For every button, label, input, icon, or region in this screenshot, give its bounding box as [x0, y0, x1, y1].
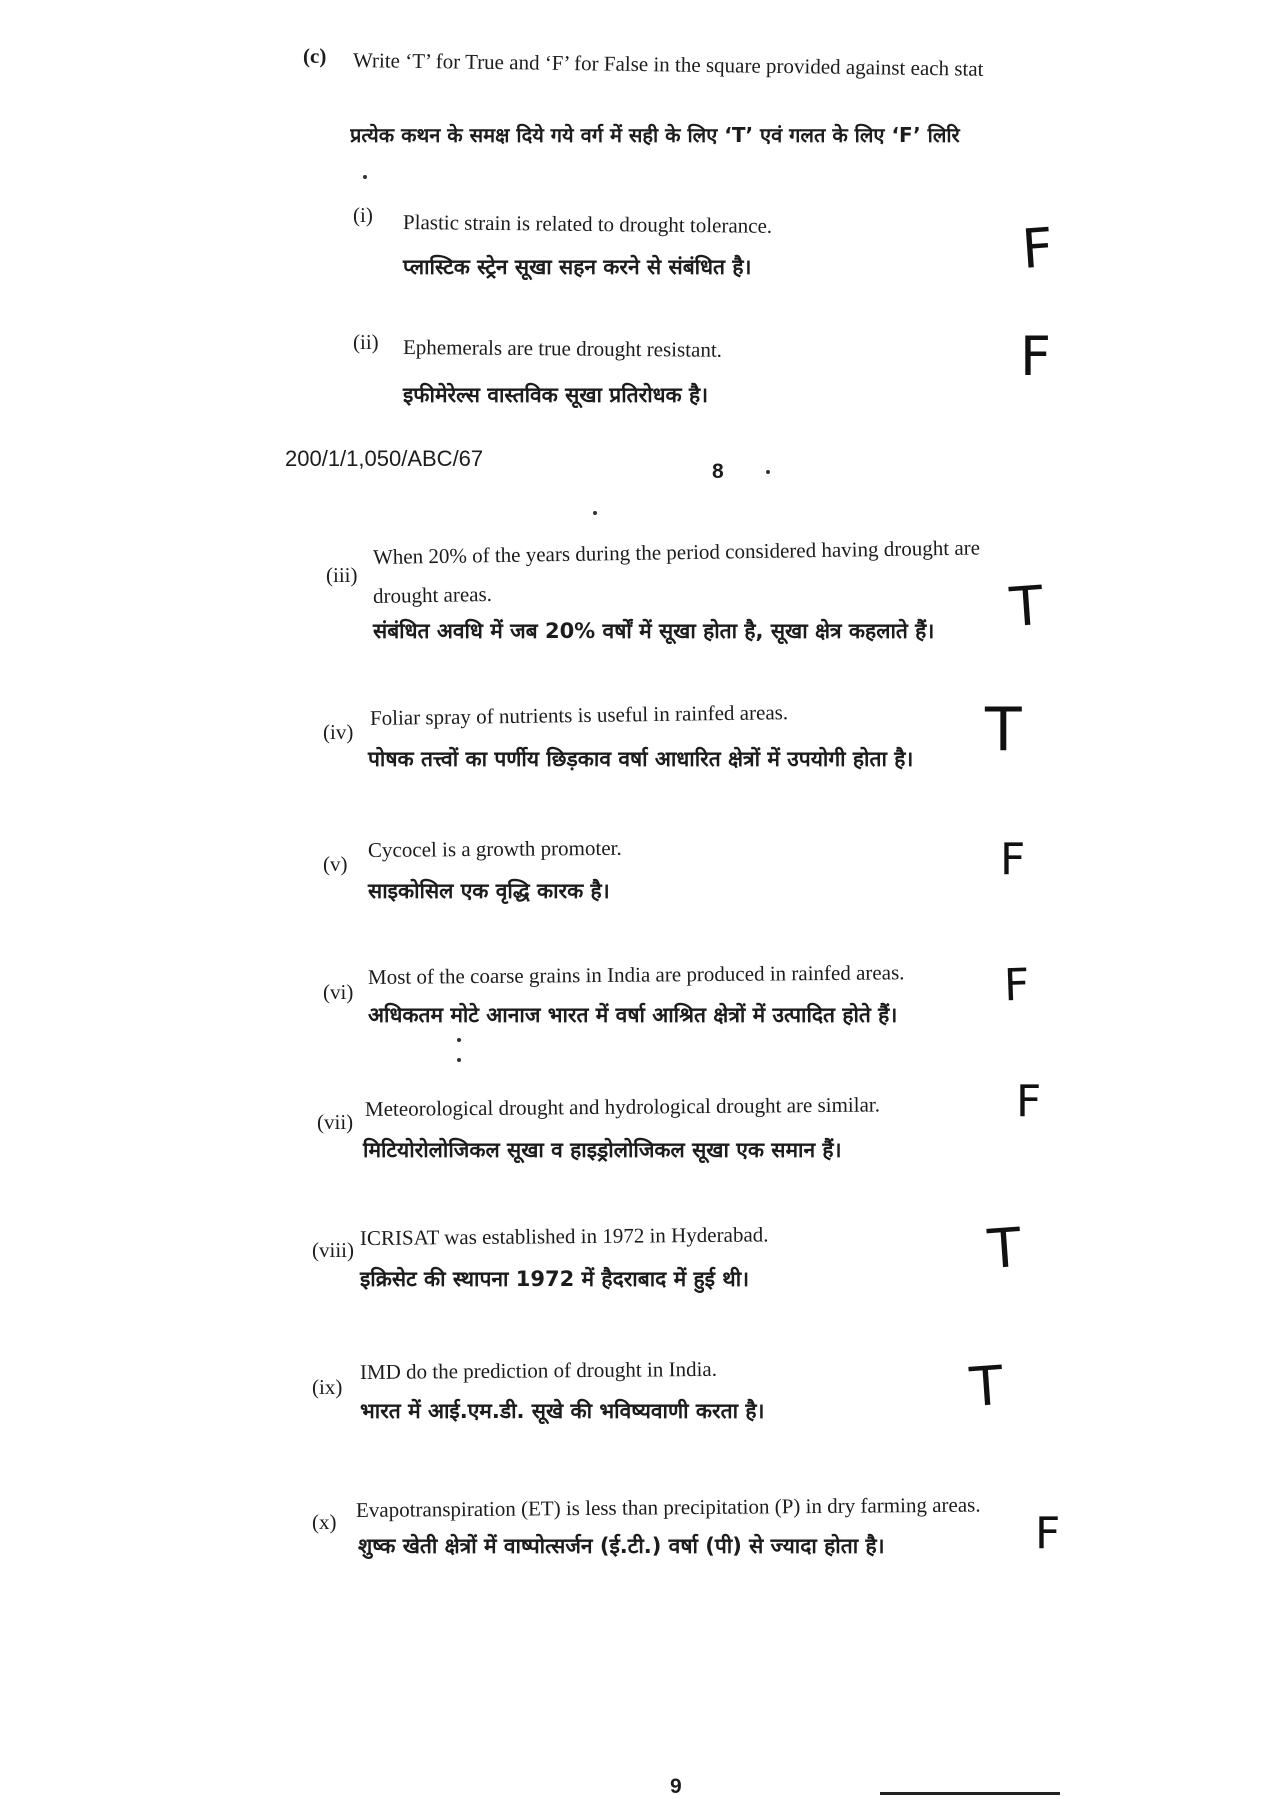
instruction-hindi: प्रत्येक कथन के समक्ष दिये गये वर्ग में सही के लिए ‘T’ एवं गलत के लिए ‘F’ लिरि	[350, 123, 960, 147]
answer-mark: T	[967, 1353, 1006, 1420]
statement-english: Most of the coarse grains in India are produced in rainfed areas.	[367, 960, 905, 989]
statement-english: When 20% of the years during the period considered having drought are	[372, 535, 981, 569]
paper-code: 200/1/1,050/ABC/67	[285, 446, 484, 471]
statement-english-continued: drought areas.	[372, 581, 493, 608]
item-number: (vii)	[317, 1110, 354, 1134]
ink-dot	[457, 1058, 461, 1062]
statement-hindi: साइकोसिल एक वृद्धि कारक है।	[368, 879, 610, 903]
section-label: (c)	[303, 44, 327, 68]
page-number-9: 9	[670, 1775, 682, 1798]
answer-mark: F	[1020, 325, 1052, 388]
item-number: (iii)	[326, 563, 358, 587]
statement-hindi: भारत में आई.एम.डी. सूखे की भविष्यवाणी करता है।	[360, 1399, 765, 1423]
ink-dot	[363, 175, 367, 179]
statement-hindi: अधिकतम मोटे आनाज भारत में वर्षा आश्रित क्षेत्रों में उत्पादित होते हैं।	[368, 1003, 898, 1027]
answer-mark: F	[1035, 1508, 1061, 1559]
answer-mark: F	[1003, 959, 1031, 1012]
statement-english: IMD do the prediction of drought in India.	[359, 1356, 718, 1384]
statement-english: Evapotranspiration (ET) is less than precipitation (P) in dry farming areas.	[355, 1492, 981, 1522]
footer-rule	[880, 1792, 1060, 1795]
answer-mark: F	[1019, 215, 1056, 282]
item-number: (iv)	[323, 720, 354, 744]
statement-hindi: प्लास्टिक स्ट्रेन सूखा सहन करने से संबंधित है।	[403, 255, 752, 279]
item-number: (ii)	[353, 330, 379, 354]
statement-hindi: संबंधित अवधि में जब 20% वर्षों में सूखा होता है, सूखा क्षेत्र कहलाते हैं।	[373, 619, 935, 643]
answer-mark: F	[1016, 1076, 1042, 1127]
answer-mark: T	[1007, 573, 1046, 640]
item-number: (v)	[323, 852, 348, 876]
statement-hindi: शुष्क खेती क्षेत्रों में वाष्पोत्सर्जन (ई.टी.) वर्षा (पी) से ज्यादा होता है।	[358, 1534, 885, 1558]
statement-hindi: मिटियोरोलोजिकल सूखा व हाइड्रोलोजिकल सूखा एक समान हैं।	[363, 1138, 842, 1162]
item-number: (ix)	[312, 1375, 343, 1399]
ink-dot	[766, 470, 770, 474]
instruction-english: Write ‘T’ for True and ‘F’ for False in the square provided against each stat	[352, 48, 984, 81]
item-number: (viii)	[312, 1238, 354, 1262]
page-number-8: 8	[712, 460, 724, 483]
ink-dot	[457, 1038, 461, 1042]
statement-english: Meteorological drought and hydrological drought are similar.	[364, 1092, 881, 1121]
answer-mark: F	[1000, 834, 1026, 885]
statement-english: Ephemerals are true drought resistant.	[402, 335, 723, 362]
statement-hindi: इक्रिसेट की स्थापना 1972 में हैदराबाद में हुई थी।	[360, 1267, 750, 1291]
item-number: (i)	[353, 203, 373, 227]
ink-dot	[593, 511, 597, 515]
statement-english: Foliar spray of nutrients is useful in rainfed areas.	[369, 700, 789, 730]
item-number: (vi)	[323, 980, 354, 1004]
answer-mark: T	[985, 695, 1022, 765]
statement-english: Cycocel is a growth promoter.	[367, 835, 622, 862]
statement-hindi: पोषक तत्त्वों का पर्णीय छिड़काव वर्षा आधारित क्षेत्रों में उपयोगी होता है।	[368, 747, 914, 771]
statement-english: Plastic strain is related to drought tolerance.	[402, 210, 773, 238]
item-number: (x)	[312, 1510, 337, 1534]
statement-hindi: इफीमेरेल्स वास्तविक सूखा प्रतिरोधक है।	[403, 383, 709, 407]
answer-mark: T	[985, 1215, 1024, 1282]
statement-english: ICRISAT was established in 1972 in Hyderabad.	[359, 1222, 769, 1250]
